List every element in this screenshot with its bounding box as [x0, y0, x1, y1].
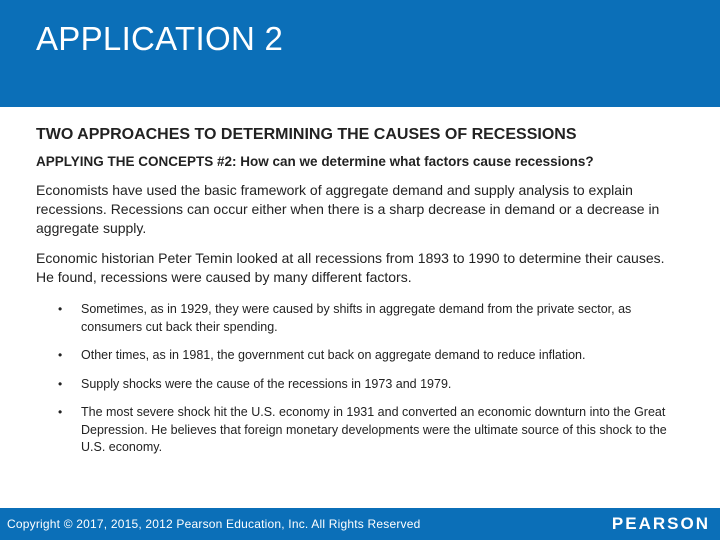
bullet-icon: •	[58, 302, 63, 316]
bullet-icon: •	[58, 376, 63, 391]
bullet-icon: •	[58, 348, 63, 362]
section-heading: TWO APPROACHES TO DETERMINING THE CAUSES OF RECESSIONS	[36, 126, 577, 143]
header-bar	[0, 0, 720, 107]
bullet-text: Supply shocks were the cause of the recessions in 1973 and 1979.	[81, 376, 452, 391]
copyright-text: Copyright © 2017, 2015, 2012 Pearson Education, Inc. All Rights Reserved	[7, 517, 421, 531]
subheading: APPLYING THE CONCEPTS #2: How can we determine what factors cause recessions?	[36, 154, 594, 169]
footer-bar	[0, 508, 720, 540]
bullet-list	[36, 301, 686, 457]
bullet-item-1929	[36, 301, 686, 336]
slide-title: APPLICATION 2	[36, 20, 284, 57]
pearson-logo: PEARSON	[611, 514, 710, 533]
bullet-icon: •	[58, 405, 63, 419]
bullet-text: Sometimes, as in 1929, they were caused by shifts in aggregate demand from the private sector, as consumers cut back their spending.	[81, 302, 632, 334]
bullet-item-1931	[36, 404, 686, 457]
bullet-item-1981	[36, 347, 686, 365]
bullet-text: Other times, as in 1981, the government cut back on aggregate demand to reduce inflation.	[81, 348, 586, 362]
slide-content	[36, 126, 686, 468]
bullet-text: The most severe shock hit the U.S. economy in 1931 and converted an economic downturn into the Great Depression. He believes that foreign monetary developments were the ultimate source of this shock to the U.S. economy.	[81, 405, 667, 454]
paragraph-temin: Economic historian Peter Temin looked at all recessions from 1893 to 1990 to determine their causes. He found, recessions were caused by many different factors.	[36, 250, 665, 285]
bullet-item-supply-shocks	[36, 376, 686, 394]
paragraph-framework: Economists have used the basic framework of aggregate demand and supply analysis to explain recessions. Recessions can occur either when there is a sharp decrease in demand or a decrease in aggregate supply.	[36, 182, 660, 236]
